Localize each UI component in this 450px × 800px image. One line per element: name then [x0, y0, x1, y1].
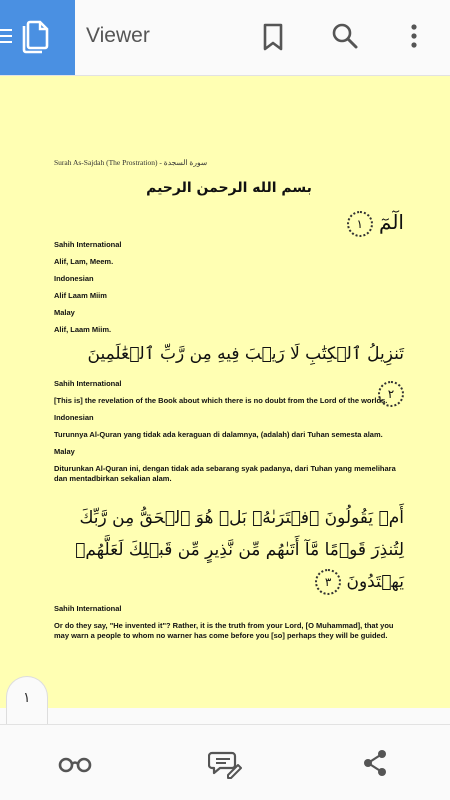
verse-arabic — [54, 202, 404, 242]
verse-arabic — [54, 502, 404, 598]
page-number-tab[interactable] — [6, 676, 48, 726]
share-icon[interactable] — [362, 749, 388, 777]
verse-arabic-text: تَنزِيلُ ٱلۡكِتَٰبِ لَا رَيۡبَ فِيهِ مِن رَّبِّ ٱلۡعَٰلَمِينَ — [87, 344, 404, 364]
more-vert-icon[interactable] — [408, 22, 420, 50]
comment-edit-icon[interactable] — [208, 749, 242, 779]
bismillah: بسم الله الرحمن الرحيم — [146, 180, 312, 196]
page-title: Viewer — [86, 24, 150, 47]
translation-label: Sahih International — [54, 379, 122, 388]
translation-text: Alif, Laam Miim. — [54, 325, 112, 334]
bottom-action-bar — [0, 724, 450, 800]
verse-arabic-text: الٓمٓ — [379, 210, 404, 234]
nav-drawer-button[interactable] — [0, 0, 75, 75]
translation-text: Or do they say, "He invented it"? Rather, it is the truth from your Lord, [O Muhammad], that you may warn a people to whom no warner has come before you [so] perhaps they will be guided. — [54, 621, 394, 640]
glasses-icon[interactable] — [58, 753, 92, 773]
translation-label: Indonesian — [54, 413, 94, 422]
document-copy-icon — [22, 20, 50, 54]
verse-translations — [54, 604, 404, 641]
search-icon[interactable] — [331, 22, 359, 50]
verse-translations — [54, 379, 404, 484]
verse-number-marker: ١ — [347, 211, 373, 237]
page-number-label: ١ — [23, 689, 31, 705]
translation-label: Malay — [54, 447, 75, 456]
translation-text: [This is] the revelation of the Book about which there is no doubt from the Lord of the worlds. — [54, 396, 388, 405]
document-page[interactable] — [0, 76, 450, 708]
translation-label: Sahih International — [54, 240, 122, 249]
verse-arabic-text: أَمۡ يَقُولُونَ ٱفۡتَرَىٰهُۚ بَلۡ هُوَ ٱلۡحَقُّ مِن رَّبِّكَ لِتُنذِرَ قَوۡمًا مَّآ أَتَىٰهُم مِّن نَّذِيرٍ مِّن قَبۡلِكَ لَعَلَّهُمۡ يَهۡتَدُونَ — [75, 508, 404, 592]
translation-text: Alif, Lam, Meem. — [54, 257, 114, 266]
verse-number-marker: ٢ — [378, 381, 404, 407]
verse-translations — [54, 240, 404, 335]
bookmark-icon[interactable] — [262, 22, 284, 52]
translation-text: Alif Laam Miim — [54, 291, 107, 300]
app-toolbar — [0, 0, 450, 76]
surah-header: Surah As-Sajdah (The Prostration) - سورة السجدة — [54, 158, 208, 167]
menu-icon — [0, 29, 12, 47]
translation-label: Malay — [54, 308, 75, 317]
translation-label: Indonesian — [54, 274, 94, 283]
translation-text: Diturunkan Al-Quran ini, dengan tidak ada sebarang syak padanya, dari Tuhan yang memelihara dan mentadbirkan sekalian alam. — [54, 464, 396, 483]
verse-number-marker: ٣ — [315, 569, 341, 595]
translation-text: Turunnya Al-Quran yang tidak ada keraguan di dalamnya, (adalah) dari Tuhan semesta alam. — [54, 430, 383, 439]
translation-label: Sahih International — [54, 604, 122, 613]
